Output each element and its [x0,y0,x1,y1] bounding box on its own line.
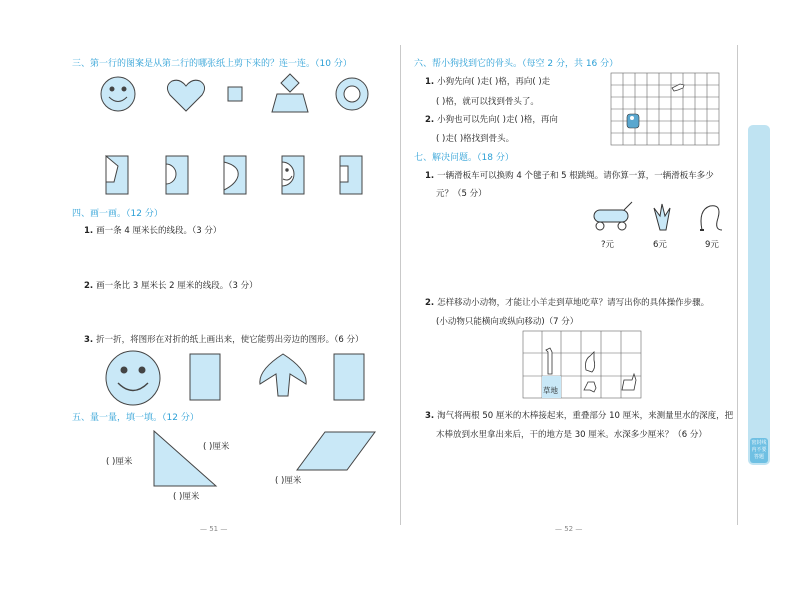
goat-icon [584,382,596,392]
s4-question-1: 1. 画一条 4 厘米长的线段。（3 分） [84,226,222,236]
smiley-shape [101,77,135,111]
price-shuttlecock: 6元 [653,240,667,250]
section-7-heading: 七、解决问题。（18 分） [414,153,514,163]
s6-question-2-line2: ( )走( )格找到骨头。 [436,134,515,144]
s6-question-1-line1: 1. 小狗先向( )走( )格，再向( )走 [425,77,551,87]
s7-question-3-line2: 木棒放到水里拿出来后，干的地方是 30 厘米。水深多少厘米？（6 分） [436,430,707,440]
side-tab-caption: 密封线内不要答题 [750,438,768,463]
s7-question-1-line2: 元？（5 分） [436,189,487,199]
ring-shape [336,78,368,110]
price-jump-rope: 9元 [705,240,719,250]
deer-icon [622,374,636,390]
s7-question-3-line1: 3. 淘气将两根 50 厘米的木棒接起来，重叠部分 10 厘米，来测量里水的深度，把 [425,411,734,421]
folded-papers-row [100,152,385,200]
s6-question-2-line1: 2. 小狗也可以先向( )走( )格，再向 [425,115,558,125]
side-binding-tab [748,125,770,465]
dog-icon [627,114,639,128]
dog-bone-grid [610,72,720,146]
section-5-heading: 五、量一量，填一填。（12 分） [72,413,199,423]
jump-rope-icon [700,206,722,230]
s4-question-3: 3. 折一折，将图形在对折的纸上画出来，使它能剪出旁边的图形。（6 分） [84,335,364,345]
animal-grid [522,330,642,400]
kangaroo-icon [586,352,595,372]
s7-question-2-line2: (小动物只能横向或纵向移动)（7 分） [436,317,579,327]
triangle-bottom-label: ( )厘米 [173,492,200,502]
heart-shape [167,80,204,111]
price-scooter: ?元 [601,240,615,250]
s6-question-1-line2: ( )格，就可以找到骨头了。 [436,97,539,107]
s7-question-1-line1: 1. 一辆滑板车可以换购 4 个毽子和 5 根跳绳。请你算一算，一辆滑板车多少 [425,171,714,181]
rhombus-figure [295,430,377,472]
page-divider [400,45,401,525]
giraffe-icon [546,348,552,374]
rhombus-label: ( )厘米 [275,476,302,486]
fold-draw-figures [98,348,388,408]
page-number-left: — 51 — [200,525,228,533]
s7-question-2-line1: 2. 怎样移动小动物，才能让小羊走到草地吃草？请写出你的具体操作步骤。 [425,298,710,308]
binding-line [737,45,738,525]
shuttlecock-icon [654,204,670,230]
grass-label: 草地 [543,386,558,395]
diamond-trapezoid-shape [272,74,308,112]
triangle-left-label: ( )厘米 [106,457,133,467]
top-shapes-row [90,68,380,120]
triangle-figure [150,428,220,490]
square-shape [228,87,242,101]
items-illustration [590,200,740,236]
section-4-heading: 四、画一画。（12 分） [72,209,163,219]
page-number-right: — 52 — [555,525,583,533]
section-3-heading: 三、第一行的图案是从第二行的哪张纸上剪下来的？连一连。（10 分） [72,59,352,69]
triangle-hypotenuse-label: ( )厘米 [203,442,230,452]
scooter-icon [594,202,632,230]
s4-question-2: 2. 画一条比 3 厘米长 2 厘米的线段。（3 分） [84,281,258,291]
section-6-heading: 六、帮小狗找到它的骨头。（每空 2 分，共 16 分） [414,59,619,69]
